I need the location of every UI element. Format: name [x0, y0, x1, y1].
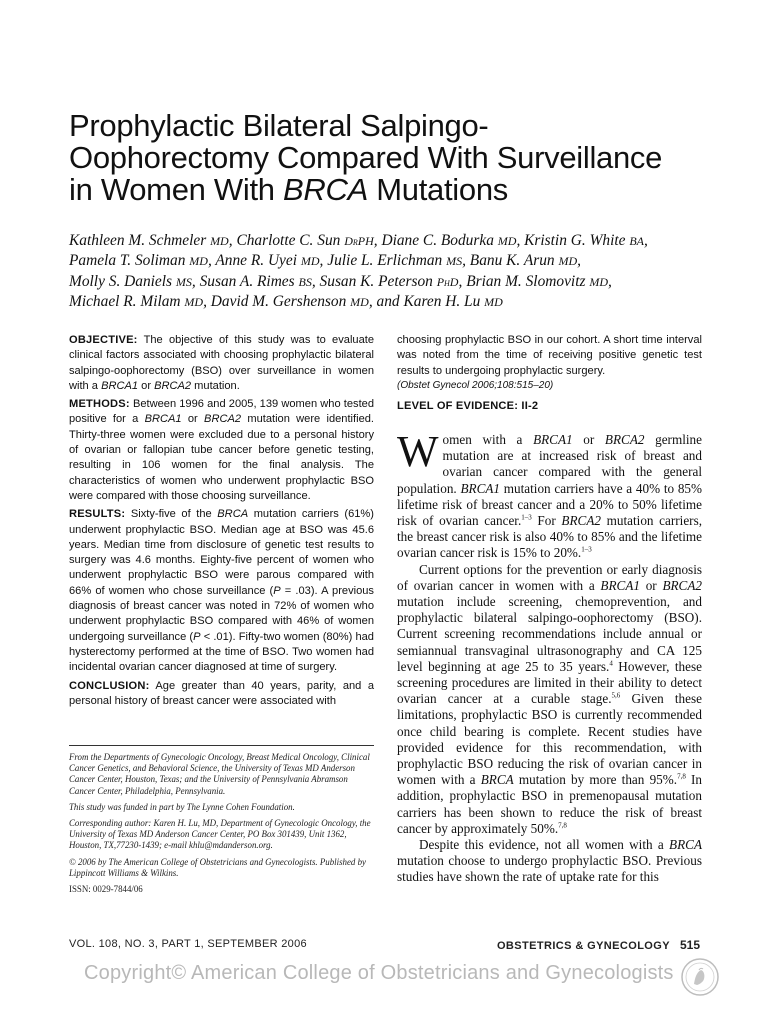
- author-entry: [524, 232, 648, 249]
- affiliation-note: From the Departments of Gynecologic Oncology, Breast Medical Oncology, Clinical Cancer Genetics, and Behavioral Science, the University of Texas MD Anderson Cancer Center, Houston, Texas; and the University of Pennsylvania Abramson Cancer Center, Philadelphia, Pennsylvania.: [69, 752, 370, 796]
- author-list: [69, 231, 709, 312]
- author-entry: [403, 293, 502, 310]
- author-separator: ,: [311, 272, 320, 290]
- methods-label: METHODS:: [69, 398, 130, 411]
- abstract-conclusion: [69, 679, 374, 710]
- title-line-1: Prophylactic Bilateral Salpingo-: [69, 108, 489, 143]
- copyright-watermark: Copyright© American College of Obstetricians and Gynecologists: [84, 962, 674, 984]
- methods-gene-1: BRCA1: [144, 413, 182, 426]
- body-text-run: mutation by more than 95%.: [513, 772, 678, 788]
- author-name: Banu K. Arun: [469, 252, 555, 270]
- author-separator: ,: [516, 232, 525, 249]
- author-separator: ,: [608, 272, 612, 290]
- body-text-run: germline mutation are at increased risk of breast and ovarian cancer compared with the general population.: [397, 432, 702, 496]
- reference-superscript: 1–3: [581, 546, 592, 555]
- gene-name: BRCA1: [600, 577, 640, 593]
- methods-gene-2: BRCA2: [204, 413, 242, 426]
- author-degree: MD: [350, 294, 369, 309]
- author-entry: [69, 252, 215, 269]
- page-number: 515: [679, 938, 700, 952]
- gene-name: BRCA: [669, 837, 702, 853]
- objective-text: or: [138, 379, 155, 392]
- author-separator: ,: [203, 292, 211, 310]
- author-degree: MD: [300, 254, 320, 269]
- author-entry: [236, 232, 381, 249]
- corresponding-author-note: Corresponding author: Karen H. Lu, MD, Department of Gynecologic Oncology, the University of Texas MD Anderson Cancer Center, PO Box 301439, Unit 1362, Houston, TX,77230-1439; e-mail khlu@mdanderson.org.: [69, 818, 371, 851]
- results-text: = .03). A previous diagnosis of breast cancer was noted in 72% of women who underwent prophylactic BSO compared with 46% of women undergoing surveillance (: [69, 584, 374, 643]
- volume-info: VOL. 108, NO. 3, PART 1, SEPTEMBER 2006: [69, 938, 307, 950]
- copyright-note: © 2006 by The American College of Obstetricians and Gynecologists. Published by Lippincott Williams & Wilkins.: [69, 856, 366, 878]
- author-separator: ,: [462, 252, 470, 270]
- author-name: Susan K. Peterson: [319, 272, 433, 290]
- gene-name: BRCA1: [460, 480, 501, 496]
- objective-label: OBJECTIVE:: [69, 334, 138, 346]
- objective-gene-2: BRCA2: [154, 379, 192, 392]
- body-text-run: Given these limitations, prophylactic BSO is currently recommended once child bearing is complete. Recent studies have provided evidence for this recommendation, with prophylactic BSO reducing the risk of ovarian cancer in women with a: [397, 691, 702, 788]
- results-gene: BRCA: [217, 508, 249, 521]
- body-text-run: mutation carriers, the breast cancer risk is also 40% to 85% and the lifetime ovarian cancer risk is 15% to 20%.: [397, 513, 702, 561]
- author-separator: ,: [207, 252, 216, 270]
- author-name: David M. Gershenson: [210, 292, 347, 310]
- reference-superscript: 7,8: [677, 772, 686, 781]
- body-text-run: or: [639, 577, 663, 593]
- author-entry: [200, 273, 320, 290]
- author-name: Charlotte C. Sun: [236, 232, 341, 249]
- abstract-right-column: [397, 333, 702, 414]
- abstract-left-column: [69, 333, 374, 712]
- objective-gene-1: BRCA1: [101, 379, 139, 392]
- author-name: Molly S. Daniels: [69, 272, 173, 290]
- article-title: [69, 110, 729, 206]
- author-name: Diane C. Bodurka: [381, 232, 494, 249]
- body-text-run: mutation choose to undergo prophylactic BSO. Previous studies have shown the rate of uptake rate for this: [397, 853, 702, 885]
- body-paragraph-2: [397, 562, 702, 837]
- funding-note: This study was funded in part by The Lynne Cohen Foundation.: [69, 801, 295, 812]
- reference-superscript: 4: [609, 659, 613, 668]
- author-name: Anne R. Uyei: [215, 252, 297, 270]
- author-name: Kristin G. White: [524, 232, 626, 249]
- footnotes: [69, 745, 374, 900]
- author-separator: ,: [458, 272, 467, 290]
- body-text-run: omen with a: [442, 432, 534, 447]
- gene-name: BRCA: [480, 772, 514, 788]
- gene-name: BRCA2: [604, 432, 645, 447]
- body-text-run: However, these screening procedures are limited in their ability to detect ovarian cancer at a curable stage.: [397, 658, 702, 707]
- author-separator: ,: [191, 272, 200, 290]
- author-name: Karen H. Lu: [403, 292, 481, 310]
- author-entry: [470, 252, 581, 269]
- results-label: RESULTS:: [69, 508, 126, 521]
- author-separator: , and: [368, 292, 404, 310]
- author-entry: [69, 293, 211, 310]
- author-name: Susan A. Rimes: [199, 272, 295, 290]
- gene-name: BRCA2: [662, 577, 702, 593]
- reference-superscript: 1–3: [521, 513, 532, 522]
- body-text-run: Current options for the prevention or early diagnosis of ovarian cancer in women with a: [397, 561, 702, 593]
- author-degree: BS: [298, 274, 312, 289]
- methods-text: Between 1996 and 2005, 139 women who tested positive for a: [69, 398, 374, 426]
- gene-name: BRCA2: [561, 513, 601, 529]
- title-line-3-suffix: Mutations: [367, 172, 508, 207]
- title-line-3-italic: BRCA: [283, 172, 368, 207]
- author-entry: [381, 232, 524, 249]
- author-degree: MD: [558, 254, 578, 269]
- body-text-run: Despite this evidence, not all women with a: [419, 837, 670, 853]
- conclusion-text: Age greater than 40 years, parity, and a personal history of breast cancer were associated with: [69, 679, 374, 707]
- body-text-run: mutation carriers have a 40% to 85% lifetime risk of breast cancer and a 20% to 50% lifetime risk of ovarian cancer.: [397, 480, 702, 529]
- author-degree: MD: [589, 274, 608, 289]
- author-name: Michael R. Milam: [69, 292, 181, 310]
- gene-name: BRCA1: [533, 432, 573, 447]
- abstract-methods: [69, 397, 374, 504]
- author-entry: [69, 232, 236, 249]
- conclusion-label: CONCLUSION:: [69, 679, 150, 692]
- abstract-objective: [69, 333, 374, 394]
- objective-text: mutation.: [191, 379, 240, 392]
- methods-text: mutation were identified. Thirty-three women were excluded due to a personal history of ovarian or fallopian tube cancer before genetic testing, resulting in 106 women for the final analysis. The characteristics of women who underwent prophylactic BSO were compared with those choosing surveillance.: [69, 413, 374, 502]
- author-name: Pamela T. Soliman: [69, 252, 186, 270]
- results-text: Sixty-five of the: [130, 508, 218, 521]
- level-of-evidence: LEVEL OF EVIDENCE: II-2: [397, 399, 539, 412]
- issn: ISSN: 0029-7844/06: [69, 884, 143, 895]
- author-degree: DrPH: [344, 234, 374, 248]
- author-degree: MD: [210, 234, 229, 248]
- author-entry: [69, 273, 200, 290]
- author-separator: ,: [644, 232, 648, 249]
- author-entry: [215, 252, 327, 269]
- methods-text: or: [181, 413, 205, 426]
- author-name: Kathleen M. Schmeler: [69, 232, 207, 249]
- author-degree: BA: [629, 234, 644, 248]
- results-text: < .01). Fifty-two women (80%) had hysterectomy performed at the time of BSO. Two women had incidental ovarian cancer diagnosed at time of surgery.: [69, 630, 374, 674]
- author-degree: MD: [184, 294, 204, 309]
- results-text: mutation carriers (61%) underwent prophylactic BSO. Median age at BSO was 45.6 years. Median time from disclosure of genetic test results to surgery was 4.6 months. Eighty-five percent of women who underwent prophylactic BSO were parous compared with 66% of women who chose surveillance (: [69, 508, 374, 597]
- reference-superscript: 7,8: [558, 821, 567, 830]
- author-degree: MD: [497, 234, 517, 248]
- author-separator: ,: [228, 232, 237, 249]
- college-seal-icon: [680, 957, 720, 997]
- author-degree: MD: [189, 254, 208, 269]
- body-text: [397, 427, 702, 886]
- objective-text: The objective of this study was to evaluate clinical factors associated with choosing prophylactic bilateral salpingo-oophorectomy (BSO) over surveillance in women with a: [69, 334, 374, 392]
- author-degree: MD: [484, 294, 503, 309]
- author-entry: [320, 273, 467, 290]
- journal-name: OBSTETRICS & GYNECOLOGY: [496, 940, 670, 952]
- conclusion-continued: choosing prophylactic BSO in our cohort. A short time interval was noted from the time of receiving positive genetic test results to undergoing prophylactic surgery.: [397, 334, 702, 377]
- author-separator: ,: [319, 252, 328, 270]
- results-p-symbol: P: [273, 584, 281, 597]
- author-separator: ,: [373, 232, 382, 249]
- body-text-run: For: [531, 513, 562, 529]
- author-entry: [327, 252, 470, 269]
- body-text-run: In addition, prophylactic BSO in premenopausal mutation carriers has been shown to reduce the risk of breast cancer by approximately 50%.: [397, 772, 702, 836]
- results-p-symbol: P: [193, 630, 201, 643]
- body-paragraph-3: [397, 837, 702, 886]
- author-name: Brian M. Slomovitz: [466, 272, 586, 290]
- reference-superscript: 5,6: [611, 691, 621, 700]
- author-degree: MS: [175, 274, 192, 289]
- author-degree: PhD: [436, 274, 459, 289]
- author-name: Julie L. Erlichman: [327, 252, 443, 270]
- journal-folio: [497, 938, 700, 952]
- citation: (Obstet Gynecol 2006;108:515–20): [397, 379, 554, 391]
- author-separator: ,: [577, 252, 581, 270]
- title-line-3-prefix: in Women With: [69, 172, 284, 207]
- body-text-run: or: [572, 432, 605, 447]
- abstract-results: [69, 507, 374, 675]
- author-degree: MS: [446, 254, 463, 269]
- drop-cap: W: [397, 427, 439, 476]
- author-entry: [466, 273, 612, 290]
- title-line-2: Oophorectomy Compared With Surveillance: [69, 140, 663, 175]
- body-text-run: mutation include screening, chemoprevention, and prophylactic bilateral salpingo-oophorectomy (BSO). Current screening recommendations include annual or semiannual transvaginal ultrasonography and CA 125 level beginning at age 25 to 35 years.: [397, 594, 702, 674]
- body-paragraph-1: [397, 427, 702, 562]
- author-entry: [211, 293, 404, 310]
